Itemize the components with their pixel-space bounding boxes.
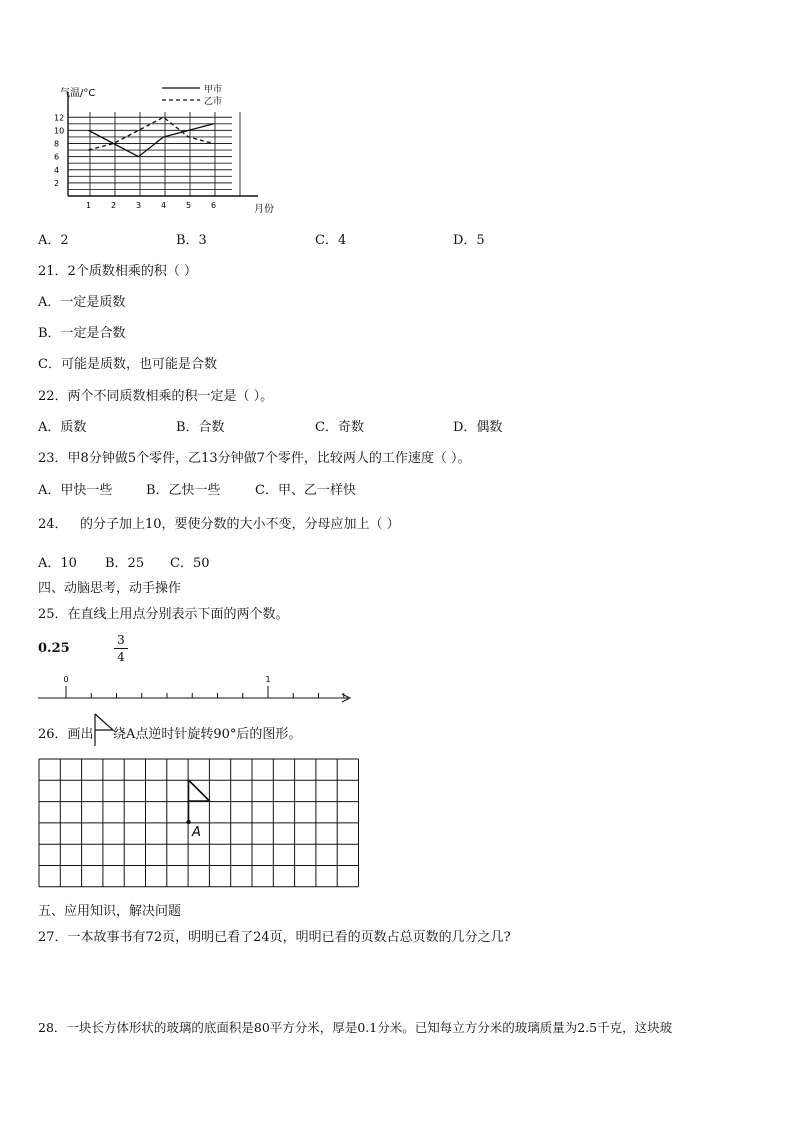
legend-label-a: 甲市 <box>204 85 223 95</box>
chart-x-tick-label: 5 <box>185 201 192 210</box>
q24-stem: 的分子加上10，要使分数的大小不变，分母应加上（ ） <box>80 517 400 532</box>
q26-stem-pre: 26．画出 <box>38 727 94 742</box>
q20-option-c: C．4 <box>315 233 347 248</box>
chart-axes <box>68 92 258 196</box>
number-line-label-0: 0 <box>63 675 69 684</box>
q22-stem: 22．两个不同质数相乘的积一定是（ ）。 <box>38 389 274 404</box>
q26-grid <box>38 758 362 890</box>
section-4-heading: 四、动脑思考，动手操作 <box>38 581 182 596</box>
q25-number-decimal: 0.25 <box>38 641 70 656</box>
q23-option-b: B．乙快一些 <box>146 483 221 498</box>
q23-stem: 23．甲8分钟做5个零件，乙13分钟做7个零件，比较两人的工作速度（ ）。 <box>38 451 471 466</box>
q22-option-d: D．偶数 <box>453 420 503 435</box>
q21-option-a: A．一定是质数 <box>38 295 126 310</box>
q26-stem-post: 绕A点逆时针旋转90°后的图形。 <box>113 727 302 742</box>
chart-grid <box>68 112 240 196</box>
q20-option-b: B．3 <box>176 233 207 248</box>
chart-x-tick-label: 1 <box>85 201 92 210</box>
q25-fraction <box>114 633 128 664</box>
legend-label-b: 乙市 <box>204 97 223 107</box>
chart-x-tick-label: 4 <box>160 201 167 210</box>
q25-stem: 25．在直线上用点分别表示下面的两个数。 <box>38 607 289 622</box>
q25-fraction-numerator: 3 <box>117 633 125 647</box>
chart-xlabel: 月份 <box>254 204 274 215</box>
q22-option-b: B．合数 <box>176 420 225 435</box>
chart-y-tick-label: 4 <box>54 165 60 175</box>
chart-series-line-1 <box>89 124 214 157</box>
chart-series-line-2 <box>89 117 214 150</box>
q21-stem: 21．2个质数相乘的积（ ） <box>38 264 197 279</box>
chart-y-tick-label: 12 <box>54 113 65 123</box>
q22-option-c: C．奇数 <box>315 420 364 435</box>
q20-option-a: A．2 <box>38 233 69 248</box>
q24-option-b: B．25 <box>105 556 145 571</box>
q24-option-c: C．50 <box>170 556 210 571</box>
fraction-bar <box>114 648 128 649</box>
chart-y-tick-label: 8 <box>54 139 60 149</box>
chart-y-tick-label: 6 <box>54 152 60 162</box>
number-line <box>36 672 356 712</box>
q24-option-a: A．10 <box>38 556 77 571</box>
point-a <box>186 820 190 824</box>
temperature-line-chart <box>40 78 300 220</box>
q20-option-d: D．5 <box>453 233 485 248</box>
chart-x-tick-label: 2 <box>110 201 117 210</box>
chart-y-tick-label: 2 <box>54 178 60 188</box>
square-grid <box>39 759 359 887</box>
grid-triangle <box>189 780 210 822</box>
number-line-ticks <box>38 686 350 702</box>
chart-y-tick-label: 10 <box>54 126 65 136</box>
point-a-label: A <box>192 825 201 840</box>
q23-option-c: C．甲、乙一样快 <box>255 483 356 498</box>
number-line-label-1: 1 <box>265 675 271 684</box>
q23-option-a: A．甲快一些 <box>38 483 113 498</box>
chart-x-tick-label: 3 <box>135 201 142 210</box>
q28-stem: 28．一块长方体形状的玻璃的底面积是80平方分米，厚是0.1分米。已知每立方分米的玻璃质量为2.5千克，这块玻 <box>38 1020 673 1035</box>
q24-number: 24． <box>38 517 68 532</box>
q26-small-triangle <box>93 712 115 748</box>
q22-option-a: A．质数 <box>38 420 87 435</box>
q21-option-c: C．可能是质数，也可能是合数 <box>38 357 217 372</box>
chart-ylabel: 气温/°C <box>60 88 96 99</box>
chart-x-tick-label: 6 <box>210 201 217 210</box>
q27-stem: 27．一本故事书有72页，明明已看了24页，明明已看的页数占总页数的几分之几? <box>38 930 511 945</box>
q21-option-b: B．一定是合数 <box>38 326 126 341</box>
section-5-heading: 五、应用知识，解决问题 <box>38 904 182 919</box>
q25-fraction-denominator: 4 <box>117 650 125 664</box>
